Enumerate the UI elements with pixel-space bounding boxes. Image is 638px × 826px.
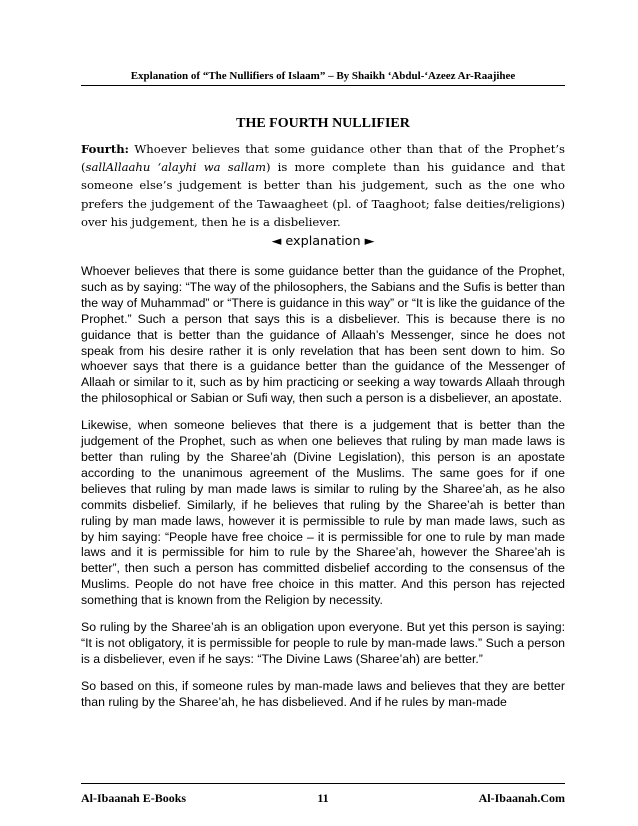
paragraph-4: So based on this, if someone rules by man-made laws and believes that they are better than ruling by the Sharee’ah, he has disbelieved. And if he rules by man-made: [81, 678, 565, 709]
explanation-heading: ◄ explanation ►: [271, 234, 375, 249]
paragraph-2: Likewise, when someone believes that there is a judgement that is better than the judgement of the Prophet, such as when one believes that ruling by man made laws is better than ruling by the Sharee’ah (Divine Legislation), this person is an apostate according to the unanimous agreement of the Muslims. The same goes for if one believes that ruling by man made laws is similar to ruling by the Sharee’ah, as he also commits disbelief. Similarly, if he believes that ruling by the Sharee’ah is better than ruling by man made laws, however it is permissible to rule by man made laws, such as by him saying: “People have free choice – it is permissible for one to rule by man made laws and it is permissible for him to rule by the Sharee’ah, however the Sharee’ah is better”, then such a person has committed disbelief according to the consensus of the Muslims. People do not have free choice in this matter. And this person has rejected something that is known from the Religion by necessity.: [81, 418, 565, 608]
explanation-body: [81, 264, 565, 722]
nullifier-statement: [81, 140, 565, 231]
nullifier-text-after: ) is more complete than his guidance and that someone else’s judgement is better than his judgement, such as the one who prefers the judgement of the Tawaagheet (pl. of Taaghoot; false deities/religions) over his judgement, then he is a disbeliever.: [81, 160, 565, 229]
paragraph-1: Whoever believes that there is some guidance better than the guidance of the Prophet, such as by saying: “The way of the philosophers, the Sabians and the Sufis is better than the way of Muhammad” or “There is guidance in this way” or “It is like the guidance of the Prophet.” Such a person that says this is a disbeliever. This is because there is no guidance that is better than the guidance of Allaah’s Messenger, since he does not speak from his desire rather it is only revelation that has been sent down to him. So whoever says that there is a guidance better than the guidance of the Messenger of Allaah or similar to it, such as by him practicing or seeking a way towards Allaah through the philosophical or Sabian or Sufi way, then such a person is a disbeliever, an apostate.: [81, 264, 565, 406]
running-header: Explanation of “The Nullifiers of Islaam” – By Shaikh ‘Abdul-‘Azeez Ar-Raajihee: [81, 69, 565, 86]
nullifier-label: Fourth:: [81, 142, 129, 156]
section-title: THE FOURTH NULLIFIER: [236, 116, 410, 131]
paragraph-3: So ruling by the Sharee’ah is an obligation upon everyone. But yet this person is saying: “It is not obligatory, it is permissible for people to rule by man-made laws.” Such a person is a disbeliever, even if he says: “The Divine Laws (Sharee’ah) are better.”: [81, 620, 565, 666]
footer-publisher: Al-Ibaanah E-Books: [81, 791, 187, 805]
nullifier-text-before: Whoever believes that some guidance other than that of the Prophet’s (: [81, 142, 565, 175]
salutation-text: sallAllaahu ‘alayhi wa sallam: [85, 160, 266, 175]
page-number: 11: [317, 791, 329, 805]
footer-website: Al-Ibaanah.Com: [478, 791, 565, 805]
page-footer: [81, 783, 565, 805]
